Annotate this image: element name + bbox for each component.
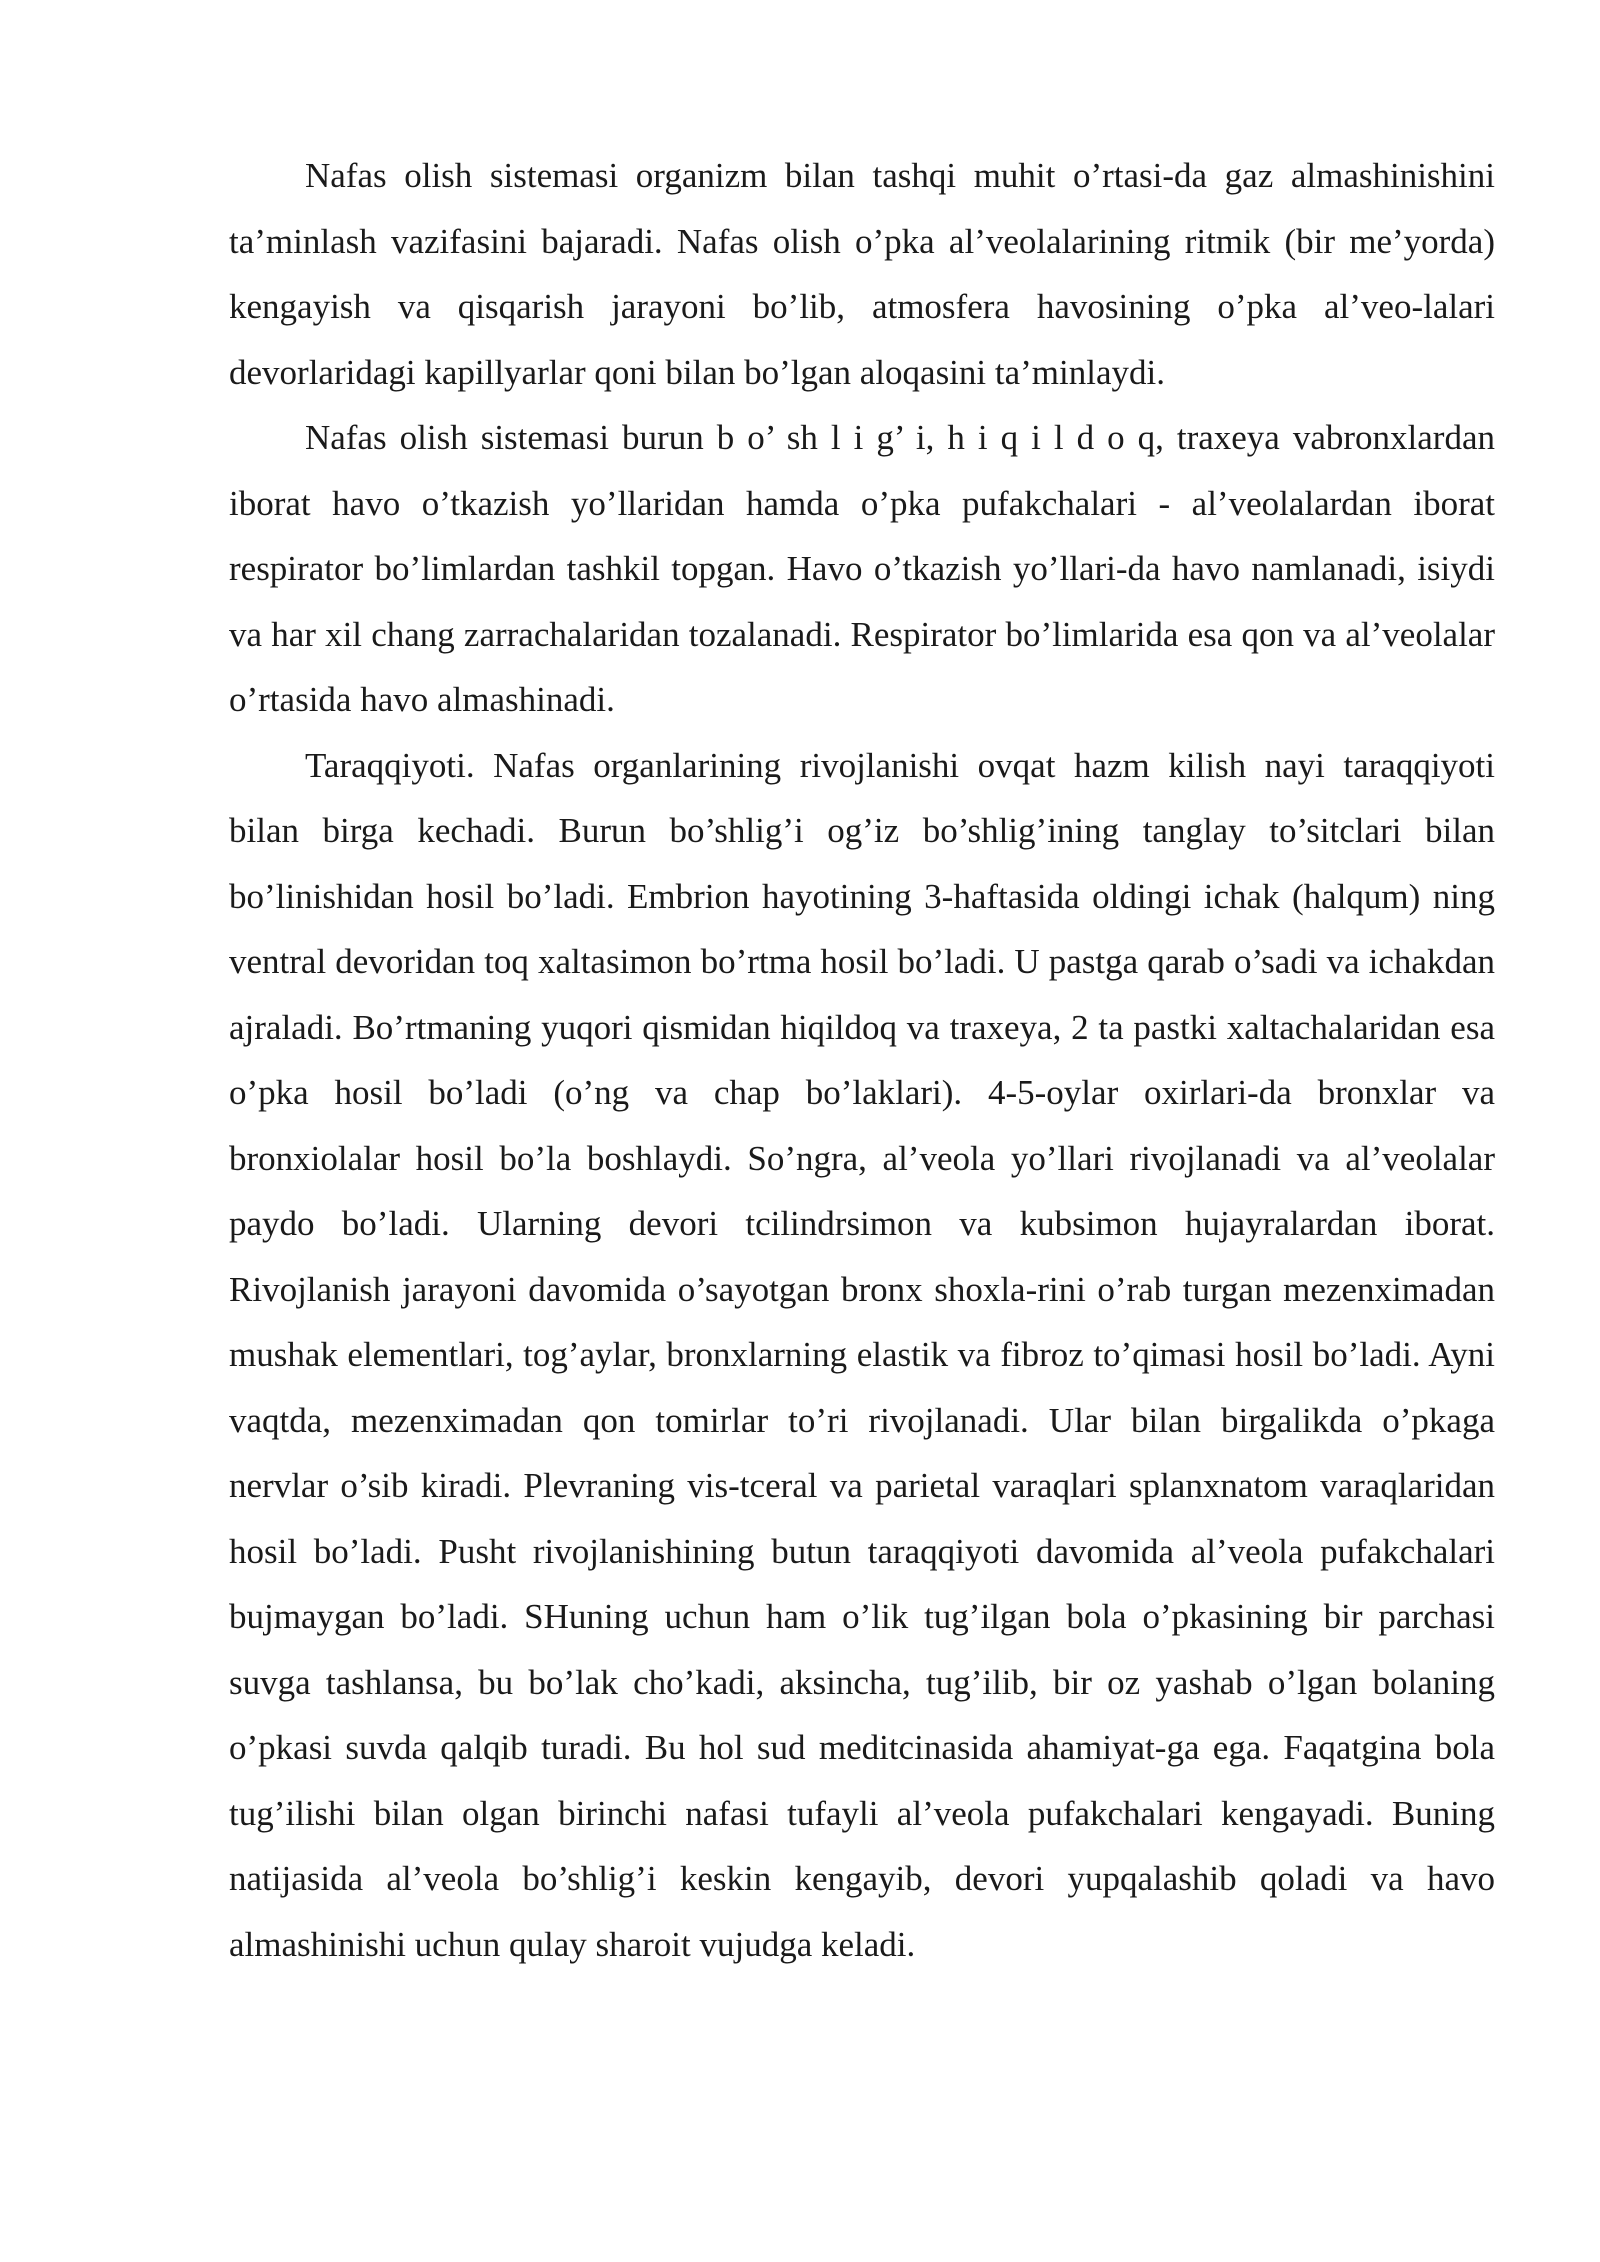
paragraph-respiratory-function: Nafas olish sistemasi organizm bilan tashqi muhit o’rtasi-da gaz almashinishini ta’minlash vazifasini bajaradi. Nafas olish o’pka al’veolalarining ritmik (bir me’yorda) kengayish va qisqarish jarayoni bo’lib, atmosfera havosining o’pka al’veo-lalari devorlaridagi kapillyarlar qoni bilan bo’lgan aloqasini ta’minlaydi.	[229, 156, 1495, 392]
document-body	[229, 143, 1495, 1977]
paragraph-respiratory-structure: Nafas olish sistemasi burun b o’ sh l i g’ i, h i q i l d o q, traxeya vabronxlardan iborat havo o’tkazish yo’llaridan hamda o’pka pufakchalari - al’veolalardan iborat respirator bo’limlardan tashkil topgan. Havo o’tkazish yo’llari-da havo namlanadi, isiydi va har xil chang zarrachalaridan tozalanadi. Respirator bo’limlarida esa qon va al’veolalar o’rtasida havo almashinadi.	[229, 418, 1495, 719]
paragraph-development: Taraqqiyoti. Nafas organlarining rivojlanishi ovqat hazm kilish nayi taraqqiyoti bilan birga kechadi. Burun bo’shlig’i og’iz bo’shlig’ining tanglay to’sitclari bilan bo’linishidan hosil bo’ladi. Embrion hayotining 3-haftasida oldingi ichak (halqum) ning ventral devoridan toq xaltasimon bo’rtma hosil bo’ladi. U pastga qarab o’sadi va ichakdan ajraladi. Bo’rtmaning yuqori qismidan hiqildoq va traxeya, 2 ta pastki xaltachalaridan esa o’pka hosil bo’ladi (o’ng va chap bo’laklari). 4-5-oylar oxirlari-da bronxlar va bronxiolalar hosil bo’la boshlaydi. So’ngra, al’veola yo’llari rivojlanadi va al’veolalar paydo bo’ladi. Ularning devori tcilindrsimon va kubsimon hujayralardan iborat. Rivojlanish jarayoni davomida o’sayotgan bronx shoxla-rini o’rab turgan mezenximadan mushak elementlari, tog’aylar, bronxlarning elastik va fibroz to’qimasi hosil bo’ladi. Ayni vaqtda, mezenximadan qon tomirlar to’ri rivojlanadi. Ular bilan birgalikda o’pkaga nervlar o’sib kiradi. Plevraning vis-tceral va parietal varaqlari splanxnatom varaqlaridan hosil bo’ladi. Pusht rivojlanishining butun taraqqiyoti davomida al’veola pufakchalari bujmaygan bo’ladi. SHuning uchun ham o’lik tug’ilgan bola o’pkasining bir parchasi suvga tashlansa, bu bo’lak cho’kadi, aksincha, tug’ilib, bir oz yashab o’lgan bolaning o’pkasi suvda qalqib turadi. Bu hol sud meditcinasida ahamiyat-ga ega. Faqatgina bola tug’ilishi bilan olgan birinchi nafasi tufayli al’veola pufakchalari kengayadi. Buning natijasida al’veola bo’shlig’i keskin kengayib, devori yupqalashib qoladi va havo almashinishi uchun qulay sharoit vujudga keladi.	[229, 745, 1495, 1964]
